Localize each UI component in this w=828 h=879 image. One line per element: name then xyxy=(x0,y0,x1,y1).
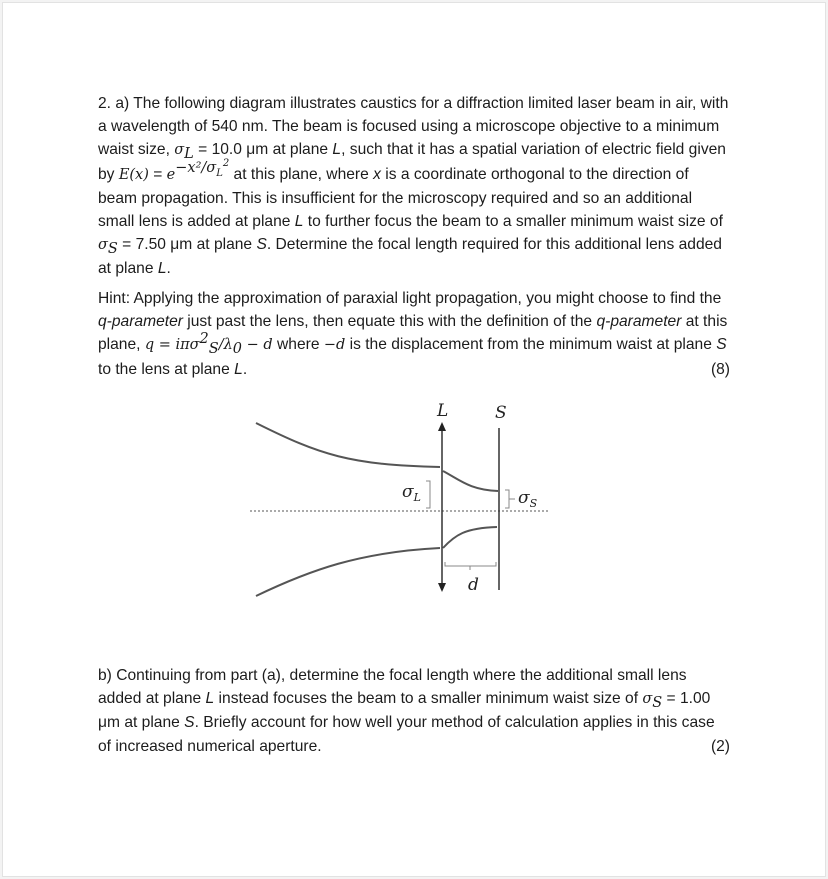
sigma-L-bracket xyxy=(426,481,430,508)
arrow-up-icon xyxy=(438,422,446,431)
lower-beam-curve xyxy=(256,548,440,596)
question-part-b: b) Continuing from part (a), determine the focal length where the additional small lens added at plane L instead focuses the beam to a smaller minimum waist size of $\sigma_S = 1.00$ μm at plane S. Briefly account for how well your method of calculation applies in this case of increased numerical aperture. (2) xyxy=(98,664,730,758)
marks-part-a: (8) xyxy=(710,360,730,378)
upper-beam-curve xyxy=(256,423,440,467)
sigma-S-bracket xyxy=(505,490,515,508)
label-sigma-S: $\sigma_S$ xyxy=(518,488,538,510)
question-part-a: 2. a) The following diagram illustrates caustics for a diffraction limited laser beam in air, with a wavelength of 540 nm. The beam is focused using a microscope objective to a minimum waist size, $\sigma_L = 10.0$ μm at plane L, such that it has a spatial variation of electric field given by $E(x) = e^{-x^2/\sigma_L^2}$ at this plane, where x is a coordinate orthogonal to the direction of beam propagation. This is insufficient for the microscopy required and so an additional small lens is added at plane L to further focus the beam to a smaller minimum waist size of $\sigma_S = 7.50$ μm at plane S. Determine the focal length required for this additional lens added at plane L. xyxy=(98,95,729,278)
label-d: d xyxy=(468,575,479,595)
upper-focused-beam-curve xyxy=(443,471,498,491)
marks-part-b: (2) xyxy=(710,737,730,755)
label-sigma-L: $\sigma_L$ xyxy=(402,482,421,504)
hint-paragraph: Hint: Applying the approximation of paraxial light propagation, you might choose to find the q-parameter just past the lens, then equate this with the definition of the q-parameter at this plane, $q = i\pi\sigma^2_S/\lambda_0 - d$ where −d is the displacement from the minimum waist at plane S to the lens at plane L. (8) xyxy=(98,287,730,381)
label-L: L xyxy=(437,401,449,421)
d-bracket xyxy=(445,562,496,570)
lower-focused-beam-curve xyxy=(443,527,497,548)
arrow-down-icon xyxy=(438,583,446,592)
label-S: S xyxy=(495,403,507,423)
